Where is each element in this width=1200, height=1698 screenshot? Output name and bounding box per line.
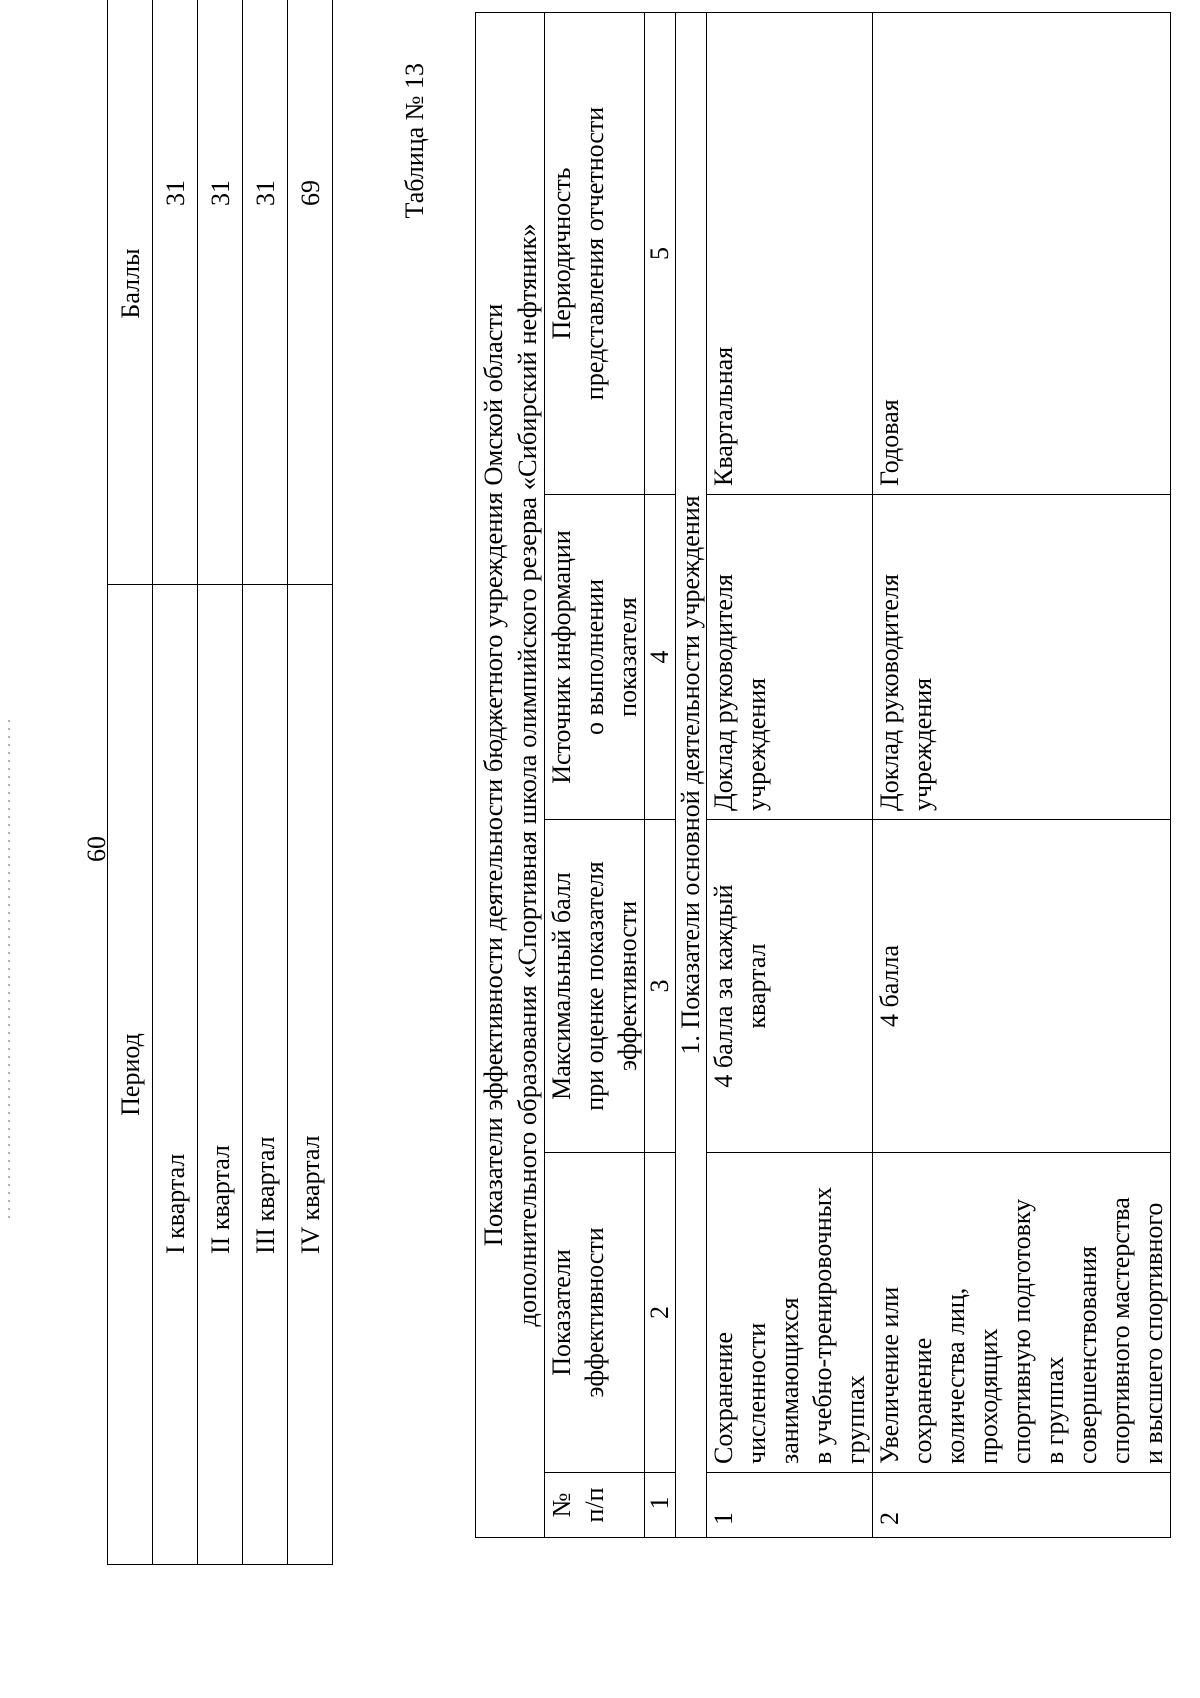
column-number: 5 [645, 12, 676, 494]
page-number: 60 [82, 836, 111, 862]
source-cell: Доклад руководителя учреждения [873, 495, 1171, 820]
table-row [707, 12, 873, 1537]
table-header-row [545, 12, 645, 1537]
score-table [107, 0, 333, 1565]
table-title: Показатели эффективности деятельности бюджетного учреждения Омской области дополнительного образования «Спортивная школа олимпийского резерва «Сибирский нефтяник» [476, 12, 545, 1537]
period-cell: IV квартал [288, 585, 333, 1565]
indicator-cell: Увеличение или сохранение количества лиц, проходящих спортивную подготовку в группах совершенствования спортивного мастерства и высшего спортивного [873, 1153, 1171, 1473]
score-cell: 31 [198, 0, 243, 585]
column-number-row [645, 12, 676, 1537]
periodicity-cell: Годовая [873, 12, 1171, 494]
period-header: Период [108, 585, 153, 1565]
score-table-header-row [108, 0, 153, 1565]
indicator-cell: Сохранение численности занимающихся в учебно-тренировочных группах [707, 1153, 873, 1473]
section-title: 1. Показатели основной деятельности учреждения [676, 12, 707, 1537]
score-cell: 31 [243, 0, 288, 585]
table-row [243, 0, 288, 1565]
header-periodicity: Периодичность представления отчетности [545, 12, 645, 494]
table-row [153, 0, 198, 1565]
table-caption: Таблица № 13 [400, 63, 429, 219]
period-cell: III квартал [243, 585, 288, 1565]
periodicity-cell: Квартальная [707, 12, 873, 494]
scan-artifact-dots [6, 0, 12, 1698]
row-number: 2 [873, 1473, 1171, 1538]
indicator-table [475, 12, 1171, 1538]
column-number: 1 [645, 1473, 676, 1538]
score-cell: 69 [288, 0, 333, 585]
max-score-cell: 4 балла за каждый квартал [707, 820, 873, 1153]
score-header: Баллы [108, 0, 153, 585]
table-row [198, 0, 243, 1565]
source-cell: Доклад руководителя учреждения [707, 495, 873, 820]
table-row [288, 0, 333, 1565]
header-max-score: Максимальный балл при оценке показателя эффективности [545, 820, 645, 1153]
max-score-cell: 4 балла [873, 820, 1171, 1153]
header-num: № п/п [545, 1473, 645, 1538]
period-cell: I квартал [153, 585, 198, 1565]
table-row [873, 12, 1171, 1537]
column-number: 2 [645, 1153, 676, 1473]
score-cell: 31 [153, 0, 198, 585]
period-cell: II квартал [198, 585, 243, 1565]
header-source: Источник информации о выполнении показателя [545, 495, 645, 820]
row-number: 1 [707, 1473, 873, 1538]
column-number: 4 [645, 495, 676, 820]
column-number: 3 [645, 820, 676, 1153]
table-title-row [476, 12, 545, 1537]
header-indicator: Показатели эффективности [545, 1153, 645, 1473]
section-row [676, 12, 707, 1537]
